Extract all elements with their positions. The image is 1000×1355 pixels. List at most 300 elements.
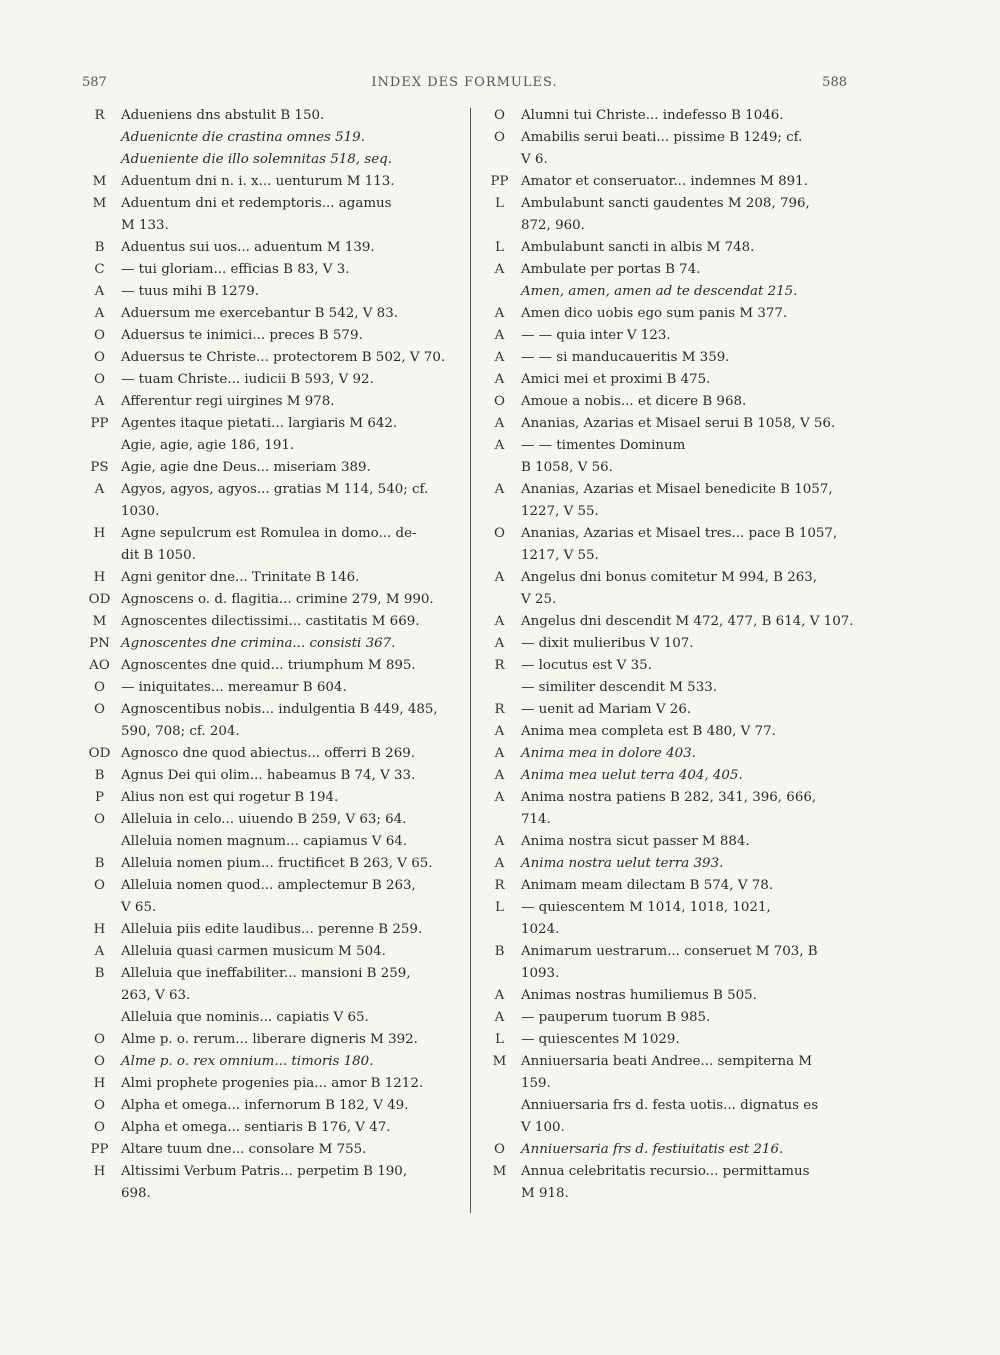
entry-text: — quiescentes M 1029. (521, 1032, 680, 1047)
entry-text: Ambulabunt sancti in albis M 748. (521, 240, 755, 255)
index-entry (78, 171, 460, 193)
index-entry (78, 127, 460, 149)
entry-text: 1024. (521, 922, 560, 937)
index-entry (478, 413, 856, 435)
entry-tag: H (93, 526, 106, 541)
index-entry (78, 941, 460, 963)
entry-tag: PS (90, 460, 109, 475)
right-column (478, 105, 856, 1205)
index-entry (78, 677, 460, 699)
entry-text: Annua celebritatis recursio... permittamus (521, 1164, 810, 1179)
entry-tag: R (494, 658, 505, 673)
index-entry (78, 567, 460, 589)
index-entry (78, 545, 460, 567)
entry-tag (78, 721, 121, 743)
entry-text: Ananias, Azarias et Misael tres... pace B 1057, (521, 526, 838, 541)
entry-text: Altare tuum dne... consolare M 755. (121, 1142, 367, 1157)
entry-tag: A (494, 262, 505, 277)
entry-text: Amator et conseruator... indemnes M 891. (521, 174, 808, 189)
entry-text: Agnoscentibus nobis... indulgentia B 449, 485, (121, 702, 438, 717)
entry-text: 1030. (121, 504, 160, 519)
index-entry (78, 391, 460, 413)
entry-text: 159. (521, 1076, 551, 1091)
entry-text: Animarum uestrarum... conseruet M 703, B (521, 944, 818, 959)
entry-tag: A (494, 482, 505, 497)
entry-tag (478, 501, 521, 523)
entry-text: Adueniens dns abstulit B 150. (121, 108, 325, 123)
index-entry (478, 1161, 856, 1183)
entry-text: Afferentur regi uirgines M 978. (121, 394, 335, 409)
entry-text: — — quia inter V 123. (521, 328, 671, 343)
index-entry (78, 787, 460, 809)
entry-tag: A (94, 306, 105, 321)
index-entry (478, 963, 856, 985)
index-entry (478, 1117, 856, 1139)
entry-text: Aduentus sui uos... aduentum M 139. (121, 240, 375, 255)
index-entry (78, 831, 460, 853)
entry-tag: O (94, 1098, 105, 1113)
entry-tag (78, 435, 121, 457)
entry-tag: M (492, 1054, 507, 1069)
entry-tag: O (94, 702, 105, 717)
index-entry (478, 281, 856, 303)
index-entry (78, 1117, 460, 1139)
entry-tag: P (94, 790, 104, 805)
entry-tag (478, 1095, 521, 1117)
index-entry (478, 831, 856, 853)
entry-tag: A (94, 944, 105, 959)
index-entry (478, 589, 856, 611)
entry-tag: H (93, 1164, 106, 1179)
entry-text: Aduenicnte die crastina omnes 519. (121, 130, 365, 145)
entry-tag: A (494, 438, 505, 453)
entry-tag: A (494, 306, 505, 321)
index-entry (78, 1183, 460, 1205)
entry-text: Agie, agie, agie 186, 191. (121, 438, 295, 453)
entry-tag (478, 1073, 521, 1095)
entry-tag (478, 809, 521, 831)
entry-tag: H (93, 1076, 106, 1091)
index-entry (78, 655, 460, 677)
index-entry (78, 611, 460, 633)
entry-tag: O (94, 1032, 105, 1047)
entry-text: Amabilis serui beati... pissime B 1249; cf. (521, 130, 803, 145)
entry-text: Ananias, Azarias et Misael benedicite B 1057, (521, 482, 833, 497)
entry-text: Agyos, agyos, agyos... gratias M 114, 540; cf. (121, 482, 429, 497)
entry-text: Agnus Dei qui olim... habeamus B 74, V 33. (121, 768, 416, 783)
entry-text: Alleluia piis edite laudibus... perenne B 259. (121, 922, 423, 937)
entry-tag: A (494, 372, 505, 387)
entry-tag: H (93, 570, 106, 585)
entry-tag (478, 149, 521, 171)
entry-tag: O (94, 350, 105, 365)
index-entry (478, 149, 856, 171)
entry-tag: A (494, 856, 505, 871)
entry-tag (478, 589, 521, 611)
entry-text: 263, V 63. (121, 988, 191, 1003)
entry-tag: B (94, 768, 105, 783)
left-column (78, 105, 460, 1205)
entry-text: — locutus est V 35. (521, 658, 652, 673)
index-entry (478, 237, 856, 259)
index-entry (478, 1007, 856, 1029)
index-entry (78, 105, 460, 127)
entry-tag: A (94, 482, 105, 497)
entry-tag: O (94, 812, 105, 827)
index-entry (478, 567, 856, 589)
entry-text: Aduersum me exercebantur B 542, V 83. (121, 306, 398, 321)
entry-text: M 133. (121, 218, 169, 233)
index-entry (478, 303, 856, 325)
index-entry (78, 347, 460, 369)
index-entry (478, 743, 856, 765)
entry-text: Anniuersaria frs d. festa uotis... dignatus es (521, 1098, 819, 1113)
entry-tag (478, 457, 521, 479)
index-entry (78, 303, 460, 325)
entry-text: Aduersus te Christe... protectorem B 502, V 70. (121, 350, 446, 365)
entry-text: Anima mea in dolore 403. (521, 746, 696, 761)
index-entry (78, 413, 460, 435)
entry-text: Ambulabunt sancti gaudentes M 208, 796, (521, 196, 810, 211)
entry-tag: OD (88, 592, 111, 607)
entry-tag: A (494, 746, 505, 761)
entry-tag (478, 281, 521, 303)
entry-tag: A (494, 328, 505, 343)
index-entry (78, 501, 460, 523)
entry-tag: M (92, 174, 107, 189)
entry-tag (478, 963, 521, 985)
entry-text: — pauperum tuorum B 985. (521, 1010, 711, 1025)
index-entry (478, 479, 856, 501)
entry-tag: A (494, 570, 505, 585)
entry-tag (78, 215, 121, 237)
entry-text: — iniquitates... mereamur B 604. (121, 680, 347, 695)
index-entry (78, 743, 460, 765)
entry-tag: C (94, 262, 105, 277)
entry-text: Alme p. o. rex omnium... timoris 180. (121, 1054, 374, 1069)
entry-tag (478, 1183, 521, 1205)
page-header (82, 75, 847, 97)
entry-tag: PP (90, 1142, 109, 1157)
index-entry (478, 435, 856, 457)
index-entry (78, 237, 460, 259)
entry-text: Agnoscentes dilectissimi... castitatis M 669. (121, 614, 420, 629)
index-entry (478, 633, 856, 655)
entry-tag (78, 1007, 121, 1029)
entry-tag: O (94, 328, 105, 343)
entry-text: — similiter descendit M 533. (521, 680, 718, 695)
page-number-left: 587 (82, 75, 107, 90)
index-entry (78, 985, 460, 1007)
entry-tag (78, 985, 121, 1007)
index-entry (78, 633, 460, 655)
index-entry (478, 1183, 856, 1205)
entry-text: Agni genitor dne... Trinitate B 146. (121, 570, 360, 585)
entry-tag: O (494, 394, 505, 409)
entry-tag: A (494, 834, 505, 849)
entry-text: — tuus mihi B 1279. (121, 284, 259, 299)
entry-text: Almi prophete progenies pia... amor B 1212. (121, 1076, 424, 1091)
entry-text: Angelus dni descendit M 472, 477, B 614, V 107. (521, 614, 854, 629)
entry-tag (478, 919, 521, 941)
entry-tag: R (94, 108, 105, 123)
entry-text: — — si manducaueritis M 359. (521, 350, 730, 365)
entry-tag: L (495, 196, 504, 211)
index-entry (478, 171, 856, 193)
index-entry (78, 193, 460, 215)
entry-tag: A (94, 394, 105, 409)
entry-tag: O (94, 878, 105, 893)
index-entry (478, 809, 856, 831)
entry-text: Agnoscentes dne crimina... consisti 367. (121, 636, 396, 651)
entry-text: 872, 960. (521, 218, 585, 233)
index-entry (478, 941, 856, 963)
entry-tag: L (495, 240, 504, 255)
entry-text: — tuam Christe... iudicii B 593, V 92. (121, 372, 374, 387)
entry-tag: B (94, 966, 105, 981)
entry-text: Agnoscens o. d. flagitia... crimine 279, M 990. (121, 592, 434, 607)
entry-tag (478, 677, 521, 699)
entry-text: — quiescentem M 1014, 1018, 1021, (521, 900, 771, 915)
index-entry (78, 325, 460, 347)
entry-text: Animam meam dilectam B 574, V 78. (521, 878, 774, 893)
entry-text: Alleluia in celo... uiuendo B 259, V 63; 64. (121, 812, 407, 827)
entry-tag: O (94, 1120, 105, 1135)
entry-text: Amen dico uobis ego sum panis M 377. (521, 306, 788, 321)
entry-text: Amen, amen, amen ad te descendat 215. (521, 284, 798, 299)
index-entry (478, 611, 856, 633)
entry-tag: O (494, 1142, 505, 1157)
entry-tag: A (494, 988, 505, 1003)
index-entry (478, 765, 856, 787)
entry-tag: PP (490, 174, 509, 189)
entry-tag (78, 897, 121, 919)
entry-text: Anima nostra uelut terra 393. (521, 856, 724, 871)
entry-tag: M (492, 1164, 507, 1179)
entry-tag: O (94, 372, 105, 387)
entry-text: Agne sepulcrum est Romulea in domo... de- (121, 526, 417, 541)
entry-text: Agnoscentes dne quid... triumphum M 895. (121, 658, 416, 673)
entry-text: Alleluia nomen quod... amplectemur B 263, (121, 878, 416, 893)
entry-text: Amoue a nobis... et dicere B 968. (521, 394, 747, 409)
entry-tag (78, 501, 121, 523)
entry-text: Alleluia que nominis... capiatis V 65. (121, 1010, 369, 1025)
entry-text: Alme p. o. rerum... liberare digneris M 392. (121, 1032, 418, 1047)
index-entry (78, 215, 460, 237)
index-entry (78, 523, 460, 545)
entry-tag: O (494, 130, 505, 145)
index-entry (78, 1161, 460, 1183)
entry-tag: B (494, 944, 505, 959)
entry-text: Angelus dni bonus comitetur M 994, B 263, (521, 570, 818, 585)
index-entry (478, 325, 856, 347)
entry-text: — tui gloriam... efficias B 83, V 3. (121, 262, 350, 277)
entry-tag: O (94, 1054, 105, 1069)
entry-text: Aduersus te inimici... preces B 579. (121, 328, 363, 343)
entry-tag: A (494, 790, 505, 805)
entry-tag: A (494, 768, 505, 783)
index-entry (78, 765, 460, 787)
entry-text: Adueniente die illo solemnitas 518, seq. (121, 152, 392, 167)
entry-text: Aduentum dni et redemptoris... agamus (121, 196, 392, 211)
index-entry (78, 853, 460, 875)
index-entry (478, 545, 856, 567)
entry-text: Anima mea uelut terra 404, 405. (521, 768, 743, 783)
index-entry (478, 677, 856, 699)
index-entry (478, 1095, 856, 1117)
index-entry (78, 919, 460, 941)
index-entry (78, 721, 460, 743)
index-entry (78, 1051, 460, 1073)
entry-text: 1093. (521, 966, 560, 981)
entry-text: Agie, agie dne Deus... miseriam 389. (121, 460, 371, 475)
index-entry (478, 655, 856, 677)
entry-tag: M (92, 196, 107, 211)
entry-text: Alleluia quasi carmen musicum M 504. (121, 944, 386, 959)
entry-text: V 100. (521, 1120, 565, 1135)
entry-tag (478, 545, 521, 567)
entry-tag (78, 1183, 121, 1205)
index-entry (478, 523, 856, 545)
entry-text: Alpha et omega... infernorum B 182, V 49. (121, 1098, 409, 1113)
index-entry (78, 259, 460, 281)
index-entry (478, 721, 856, 743)
entry-tag: A (494, 1010, 505, 1025)
entry-text: — dixit mulieribus V 107. (521, 636, 694, 651)
index-entry (478, 897, 856, 919)
index-entry (478, 347, 856, 369)
index-entry (478, 391, 856, 413)
index-entry (478, 875, 856, 897)
entry-tag: OD (88, 746, 111, 761)
entry-tag: L (495, 1032, 504, 1047)
entry-tag: O (494, 108, 505, 123)
entry-text: Altissimi Verbum Patris... perpetim B 190, (121, 1164, 408, 1179)
entry-text: Alumni tui Christe... indefesso B 1046. (521, 108, 784, 123)
entry-tag: O (94, 680, 105, 695)
entry-text: Alleluia nomen pium... fructificet B 263, V 65. (121, 856, 433, 871)
index-entry (478, 985, 856, 1007)
index-entry (478, 1029, 856, 1051)
entry-text: Animas nostras humiliemus B 505. (521, 988, 757, 1003)
entry-tag: R (494, 702, 505, 717)
entry-text: Anniuersaria beati Andree... sempiterna M (521, 1054, 813, 1069)
entry-tag: H (93, 922, 106, 937)
entry-tag: A (494, 350, 505, 365)
entry-text: 698. (121, 1186, 151, 1201)
entry-text: Alius non est qui rogetur B 194. (121, 790, 339, 805)
index-entry (78, 963, 460, 985)
entry-tag: O (494, 526, 505, 541)
entry-text: 1217, V 55. (521, 548, 599, 563)
index-entry (478, 1073, 856, 1095)
entry-tag: AO (89, 658, 110, 673)
entry-text: M 918. (521, 1186, 569, 1201)
entry-text: V 6. (521, 152, 548, 167)
page-number-right: 588 (822, 75, 847, 90)
index-entry (78, 1029, 460, 1051)
entry-tag: B (94, 240, 105, 255)
entry-text: Ananias, Azarias et Misael serui B 1058, V 56. (521, 416, 836, 431)
entry-text: Anima nostra sicut passer M 884. (521, 834, 750, 849)
entry-text: Aduentum dni n. i. x... uenturum M 113. (121, 174, 395, 189)
entry-text: — — timentes Dominum (521, 438, 686, 453)
entry-tag (78, 831, 121, 853)
entry-tag: A (494, 724, 505, 739)
index-entry (78, 897, 460, 919)
entry-text: Alleluia que ineffabiliter... mansioni B 259, (121, 966, 411, 981)
index-entry (478, 1139, 856, 1161)
entry-tag (78, 545, 121, 567)
index-entry (78, 699, 460, 721)
entry-tag: PN (89, 636, 110, 651)
entry-text: — uenit ad Mariam V 26. (521, 702, 692, 717)
index-entry (478, 699, 856, 721)
entry-text: Amici mei et proximi B 475. (521, 372, 711, 387)
index-entry (78, 1073, 460, 1095)
index-entry (78, 1139, 460, 1161)
entry-tag (78, 127, 121, 149)
index-entry (478, 501, 856, 523)
page-title: INDEX DES FORMULES. (371, 75, 558, 90)
entry-tag (78, 149, 121, 171)
entry-text: V 65. (121, 900, 157, 915)
entry-tag: R (494, 878, 505, 893)
entry-text: Agnosco dne quod abiectus... offerri B 269. (121, 746, 415, 761)
index-entry (78, 589, 460, 611)
entry-text: Anniuersaria frs d. festiuitatis est 216. (521, 1142, 784, 1157)
index-entry (78, 457, 460, 479)
entry-tag: A (494, 614, 505, 629)
entry-text: 590, 708; cf. 204. (121, 724, 240, 739)
entry-text: Alleluia nomen magnum... capiamus V 64. (121, 834, 407, 849)
index-entry (478, 259, 856, 281)
index-entry (478, 919, 856, 941)
index-entry (78, 369, 460, 391)
entry-text: dit B 1050. (121, 548, 196, 563)
index-entry (478, 457, 856, 479)
entry-tag (478, 215, 521, 237)
entry-text: Alpha et omega... sentiaris B 176, V 47. (121, 1120, 391, 1135)
index-entry (78, 1007, 460, 1029)
entry-tag: L (495, 900, 504, 915)
index-entry (478, 215, 856, 237)
entry-text: Anima mea completa est B 480, V 77. (521, 724, 776, 739)
index-entry (478, 369, 856, 391)
entry-text: Agentes itaque pietati... largiaris M 642. (121, 416, 398, 431)
entry-tag: A (94, 284, 105, 299)
entry-tag: M (92, 614, 107, 629)
entry-text: B 1058, V 56. (521, 460, 613, 475)
entry-tag (478, 1117, 521, 1139)
index-entry (78, 435, 460, 457)
entry-tag: A (494, 416, 505, 431)
index-entry (78, 479, 460, 501)
index-entry (478, 105, 856, 127)
index-entry (78, 1095, 460, 1117)
index-entry (478, 787, 856, 809)
entry-text: Ambulate per portas B 74. (521, 262, 701, 277)
index-entry (478, 127, 856, 149)
entry-text: V 25. (521, 592, 557, 607)
entry-tag: A (494, 636, 505, 651)
entry-text: 714. (521, 812, 551, 827)
entry-text: Anima nostra patiens B 282, 341, 396, 666, (521, 790, 817, 805)
index-entry (78, 149, 460, 171)
entry-tag: PP (90, 416, 109, 431)
index-entry (478, 1051, 856, 1073)
index-entry (78, 281, 460, 303)
